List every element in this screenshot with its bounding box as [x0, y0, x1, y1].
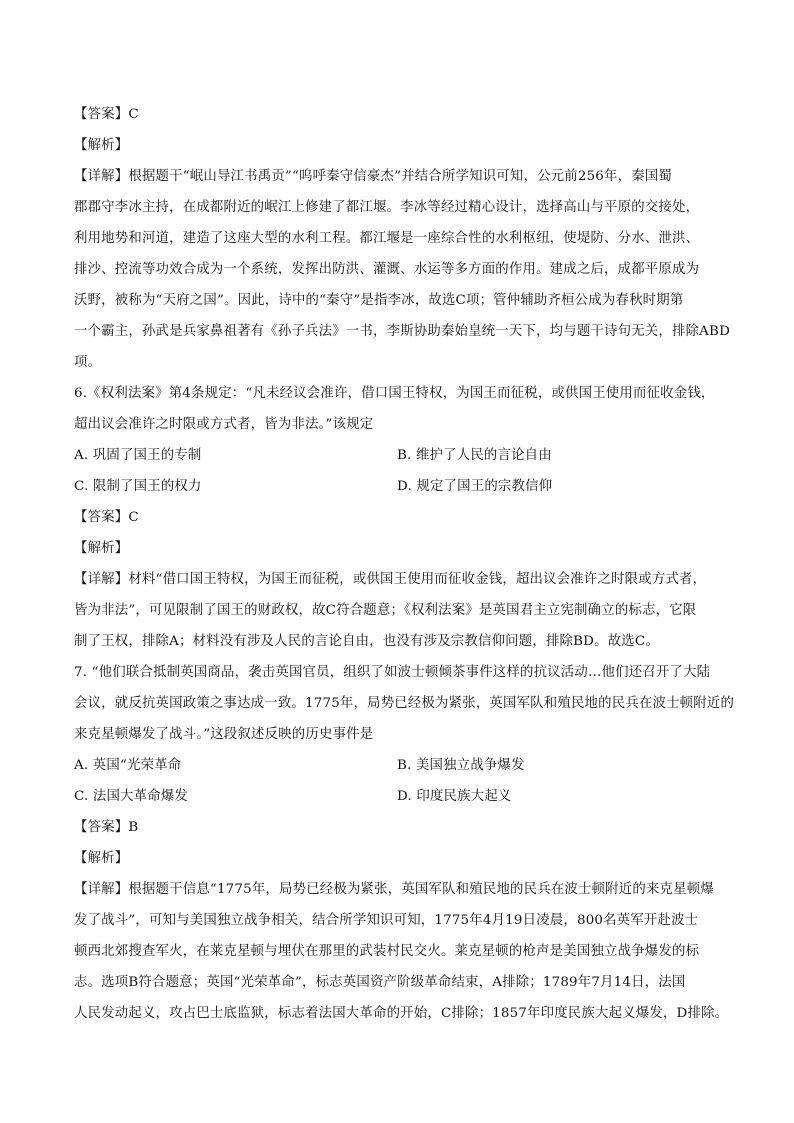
detail-line: 顿西北郊搜查军火，在莱克星顿与埋伏在那里的武装村民交火。莱克星顿的枪声是美国独立战争爆发的标	[74, 944, 700, 959]
analysis-label: 【解析】	[74, 138, 129, 153]
question-6-options-row-2	[74, 471, 724, 502]
question-7-options-row-2	[74, 781, 724, 812]
answer-label: 【答案】C	[74, 510, 139, 525]
detail-line: 【详解】材料“借口国王特权，为国王而征税，或供国王使用而征收金钱，超出议会准许之时限或方式者，	[74, 572, 707, 587]
detail-line: 制了王权，排除A；材料没有涉及人民的言论自由，也没有涉及宗教信仰问题，排除BD。故选C。	[74, 634, 659, 649]
analysis-label: 【解析】	[74, 851, 129, 866]
detail-line: 郡郡守李冰主持，在成都附近的岷江上修建了都江堰。李冰等经过精心设计，选择高山与平原的交接处，	[74, 200, 700, 215]
option-c: C. 限制了国王的权力	[74, 479, 202, 494]
detail-line: 一个霸主，孙武是兵家鼻祖著有《孙子兵法》一书，李斯协助秦始皇统一天下，均与题干诗句无关，排除ABD	[74, 324, 731, 339]
analysis-label: 【解析】	[74, 541, 129, 556]
detail-line: 皆为非法”，可见限制了国王的财政权，故C符合题意；《权利法案》是英国君主立宪制确立的标志，它限	[74, 603, 697, 618]
option-d: D. 印度民族大起义	[397, 789, 512, 804]
option-a: A. 英国“光荣革命	[74, 758, 182, 773]
detail-line: 沃野，被称为“天府之国”。因此，诗中的“秦守”是指李冰，故选C项；管仲辅助齐桓公成为春秋时期第	[74, 293, 684, 308]
document-page	[74, 99, 735, 1029]
question-7-stem: 来克星顿爆发了战斗。”这段叙述反映的历史事件是	[74, 727, 374, 742]
question-7-stem: 7. “他们联合抵制英国商品，袭击英国官员，组织了如波士顿倾茶事件这样的抗议活动…他们还召开了大陆	[74, 665, 711, 680]
question-6-options-row-1	[74, 440, 724, 471]
question-7-options-row-1	[74, 750, 724, 781]
question-6-stem: 超出议会准许之时限或方式者，皆为非法。”该规定	[74, 417, 374, 432]
option-b: B. 维护了人民的言论自由	[397, 448, 552, 463]
detail-line: 人民发动起义，攻占巴士底监狱，标志着法国大革命的开始，C排除；1857年印度民族大起义爆发，D排除。	[74, 1006, 729, 1021]
detail-line: 志。选项B符合题意；英国“光荣革命”，标志英国资产阶级革命结束，A排除；1789年7月14日，法国	[74, 975, 686, 990]
question-7-stem: 会议，就反抗英国政策之事达成一致。1775年，局势已经极为紧张，英国军队和殖民地的民兵在波士顿附近的	[74, 696, 735, 711]
answer-label: 【答案】C	[74, 107, 139, 122]
answer-label: 【答案】B	[74, 820, 139, 835]
detail-line: 【详解】根据题干“岷山导江书禹贡”“呜呼秦守信豪杰”并结合所学知识可知，公元前256年，秦国蜀	[74, 169, 672, 184]
detail-line: 利用地势和河道，建造了这座大型的水利工程。都江堰是一座综合性的水利枢纽，使堤防、分水、泄洪、	[74, 231, 700, 246]
option-b: B. 美国独立战争爆发	[397, 758, 525, 773]
option-d: D. 规定了国王的宗教信仰	[397, 479, 553, 494]
detail-line: 项。	[74, 355, 102, 370]
detail-line: 排沙、控流等功效合成为一个系统，发挥出防洪、灌溉、水运等多方面的作用。建成之后，成都平原成为	[74, 262, 700, 277]
detail-line: 【详解】根据题干信息“1775年，局势已经极为紧张，英国军队和殖民地的民兵在波士顿附近的来克星顿爆	[74, 882, 714, 897]
question-6-stem: 6.《权利法案》第4条规定：“凡未经议会准许，借口国王特权，为国王而征税，或供国王使用而征收金钱，	[74, 386, 715, 401]
option-c: C. 法国大革命爆发	[74, 789, 189, 804]
option-a: A. 巩固了国王的专制	[74, 448, 202, 463]
detail-line: 发了战斗”，可知与美国独立战争相关，结合所学知识可知，1775年4月19日凌晨，800名英军开赴波士	[74, 913, 699, 928]
